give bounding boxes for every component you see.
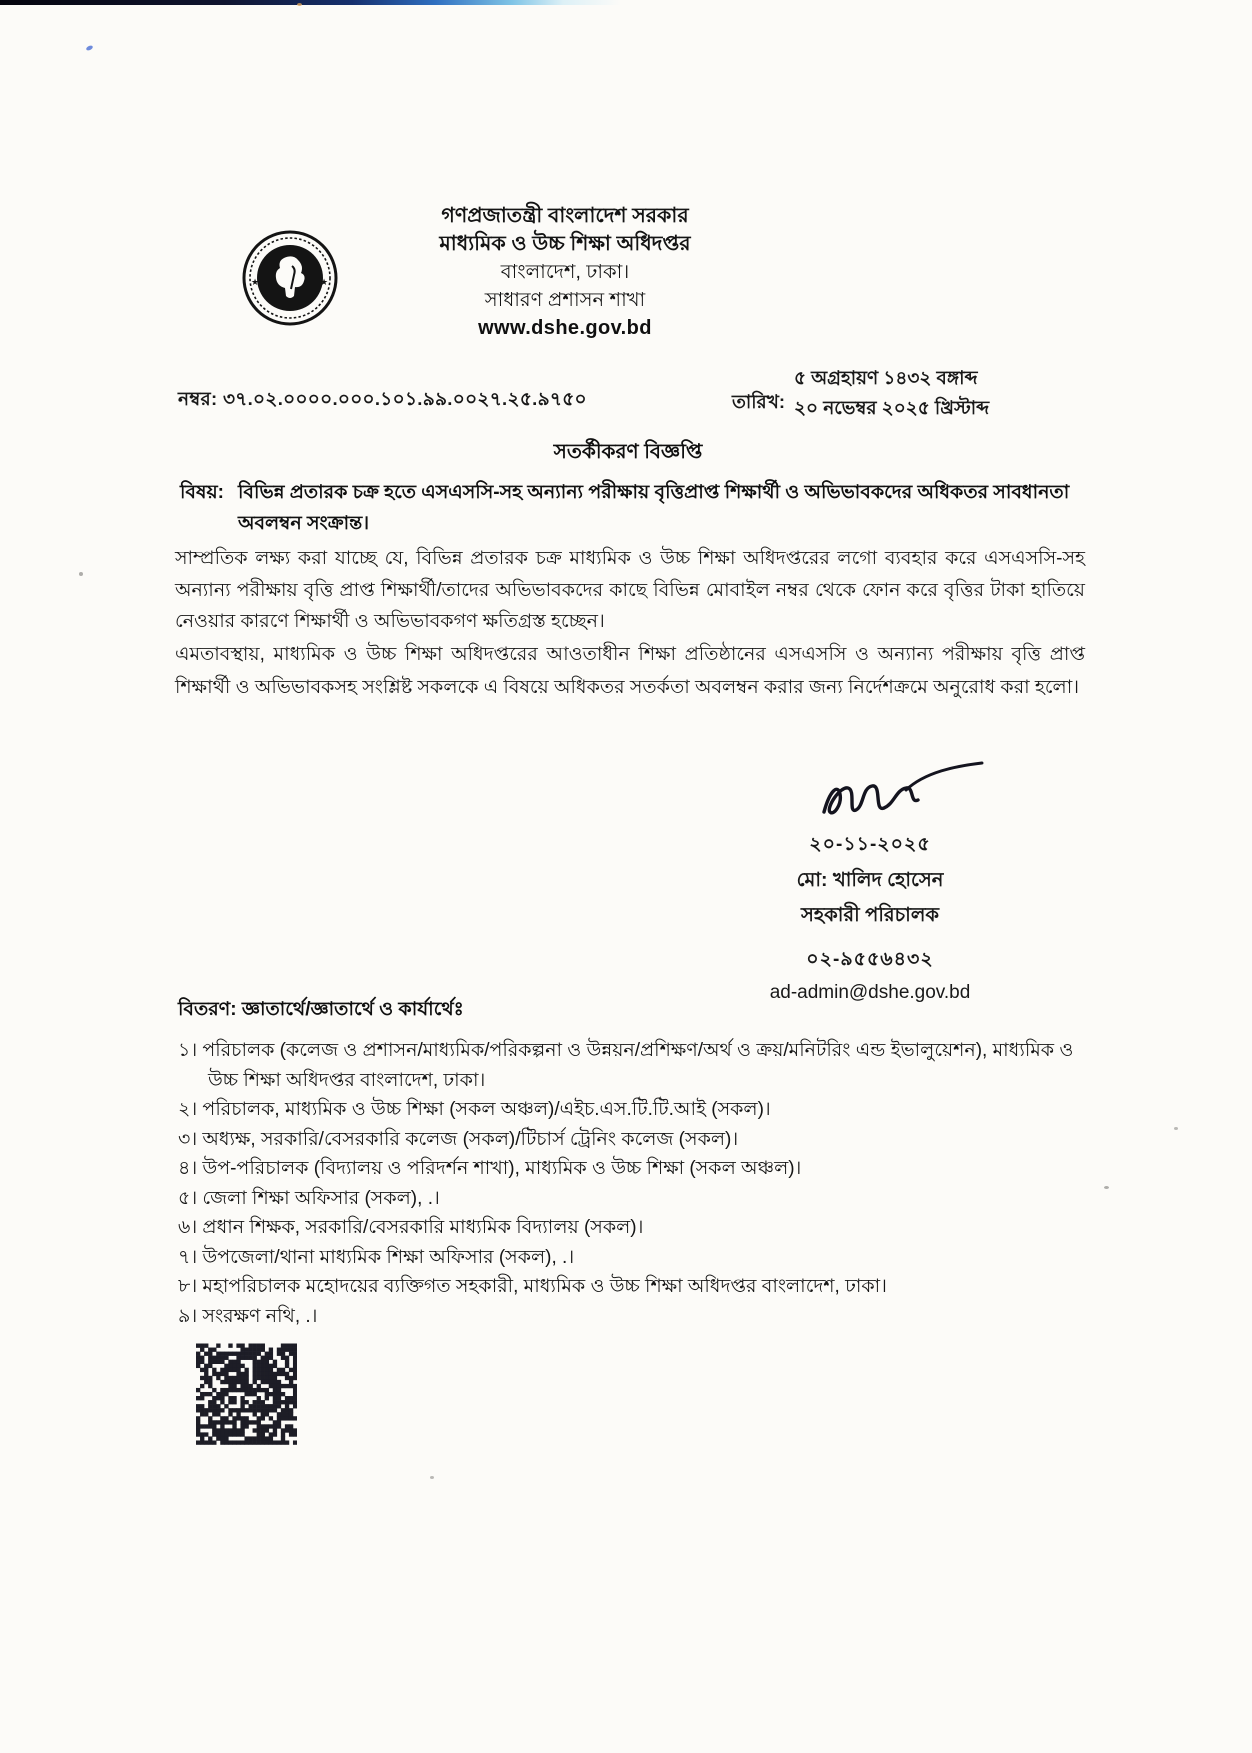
svg-text:★: ★ [251, 277, 260, 287]
signatory-designation: সহকারী পরিচালক [800, 904, 940, 926]
subject-label: বিষয়: [180, 482, 225, 503]
distribution-item: ৫। জেলা শিক্ষা অফিসার (সকল), .। [178, 1187, 440, 1209]
scan-speck [297, 3, 302, 6]
subject-text: বিভিন্ন প্রতারক চক্র হতে এসএসসি-সহ অন্যান্য পরীক্ষায় বৃত্তিপ্রাপ্ত শিক্ষার্থী ও অভিভাবকদের অধিকতর সাবধানতা অবলম্বন সংক্রান্ত। [238, 482, 1070, 534]
signatory-name: মো: খালিদ হোসেন [796, 869, 944, 891]
svg-text:★: ★ [320, 277, 329, 287]
distribution-item: ৮। মহাপরিচালক মহোদয়ের ব্যক্তিগত সহকারী, মাধ্যমিক ও উচ্চ শিক্ষা অধিদপ্তর বাংলাদেশ, ঢাকা। [178, 1276, 887, 1297]
distribution-item: ৪। উপ-পরিচালক (বিদ্যালয় ও পরিদর্শন শাখা), মাধ্যমিক ও উচ্চ শিক্ষা (সকল অঞ্চল)। [178, 1158, 802, 1179]
scan-speck [1174, 1127, 1178, 1130]
qr-code [196, 1343, 297, 1445]
org-location: বাংলাদেশ, ঢাকা। [500, 261, 630, 283]
date-bangla: ৫ অগ্রহায়ণ ১৪৩২ বঙ্গাব্দ [794, 367, 978, 388]
distribution-item: ৯। সংরক্ষণ নথি, .। [178, 1305, 318, 1327]
letterhead [380, 202, 750, 342]
distribution-list [178, 1036, 1103, 1331]
org-name-government: গণপ্রজাতন্ত্রী বাংলাদেশ সরকার [441, 204, 689, 227]
body-paragraph-1: সাম্প্রতিক লক্ষ্য করা যাচ্ছে যে, বিভিন্ন প্রতারক চক্র মাধ্যমিক ও উচ্চ শিক্ষা অধিদপ্তরের লগো ব্যবহার করে এসএসসি-সহ অন্যান্য পরীক্ষায় বৃত্তি প্রাপ্ত শিক্ষার্থী/তাদের অভিভাবকদের কাছে বিভিন্ন মোবাইল নম্বর থেকে ফোন করে বৃত্তির টাকা হাতিয়ে নেওয়ার কারণে শিক্ষার্থী ও অভিভাবকগণ ক্ষতিগ্রস্ত হচ্ছেন। [175, 548, 1085, 632]
org-name-directorate: মাধ্যমিক ও উচ্চ শিক্ষা অধিদপ্তর [439, 232, 691, 255]
memo-number: ৩৭.০২.০০০০.০০০.১০১.৯৯.০০২৭.২৫.৯৭৫০ [222, 388, 587, 409]
notice-title: সতর্কীকরণ বিজ্ঞপ্তি [553, 441, 703, 463]
signature-date: ২০-১১-২০২৫ [809, 834, 931, 855]
distribution-item: ৩। অধ্যক্ষ, সরকারি/বেসরকারি কলেজ (সকল)/টিচার্স ট্রেনিং কলেজ (সকল)। [178, 1128, 739, 1150]
distribution-section [178, 995, 1103, 1331]
scan-speck [1104, 1186, 1109, 1189]
signature-scrawl-icon [810, 760, 990, 826]
scanner-edge-artifact [0, 0, 640, 5]
body-paragraph-2: এমতাবস্থায়, মাধ্যমিক ও উচ্চ শিক্ষা অধিদপ্তরের আওতাধীন শিক্ষা প্রতিষ্ঠানের এসএসসি ও অন্যান্য পরীক্ষায় বৃত্তি প্রাপ্ত শিক্ষার্থী ও অভিভাবকসহ সংশ্লিষ্ট সকলকে এ বিষয়ে অধিকতর সতর্কতা অবলম্বন করার জন্য নির্দেশক্রমে অনুরোধ করা হলো। [175, 644, 1085, 698]
distribution-item: ২। পরিচালক, মাধ্যমিক ও উচ্চ শিক্ষা (সকল অঞ্চল)/এইচ.এস.টি.টি.আই (সকল)। [178, 1099, 771, 1120]
date-label: তারিখ: [732, 391, 786, 412]
signatory-phone: ০২-৯৫৫৬৪৩২ [806, 949, 934, 970]
distribution-heading: বিতরণ: জ্ঞাতার্থে/জ্ঞাতার্থে ও কার্যার্থেঃ [178, 999, 464, 1020]
distribution-item: ১। পরিচালক (কলেজ ও প্রশাসন/মাধ্যমিক/পরিকল্পনা ও উন্নয়ন/প্রশিক্ষণ/অর্থ ও ক্রয়/মনিটরিং এন্ড ইভালুয়েশন), মাধ্যমিক ও উচ্চ শিক্ষা অধিদপ্তর বাংলাদেশ, ঢাকা। [178, 1040, 1074, 1091]
scan-speck [430, 1476, 434, 1479]
scan-speck [79, 572, 83, 576]
memo-label: নম্বর: [178, 388, 218, 409]
distribution-item: ৭। উপজেলা/থানা মাধ্যমিক শিক্ষা অফিসার (সকল), .। [178, 1246, 575, 1268]
scan-speck [85, 45, 93, 52]
memo-number-line [178, 385, 587, 416]
signatory-email: ad-admin@dshe.gov.bd [769, 982, 971, 1003]
government-seal-icon [240, 228, 340, 328]
distribution-item: ৬। প্রধান শিক্ষক, সরকারি/বেসরকারি মাধ্যমিক বিদ্যালয় (সকল)। [178, 1217, 644, 1238]
date-gregorian: ২০ নভেম্বর ২০২৫ খ্রিস্টাব্দ [794, 397, 990, 418]
subject-line [180, 477, 1090, 539]
org-branch: সাধারণ প্রশাসন শাখা [484, 289, 646, 311]
org-website: www.dshe.gov.bd [478, 317, 652, 339]
signature-block [690, 760, 1050, 1004]
